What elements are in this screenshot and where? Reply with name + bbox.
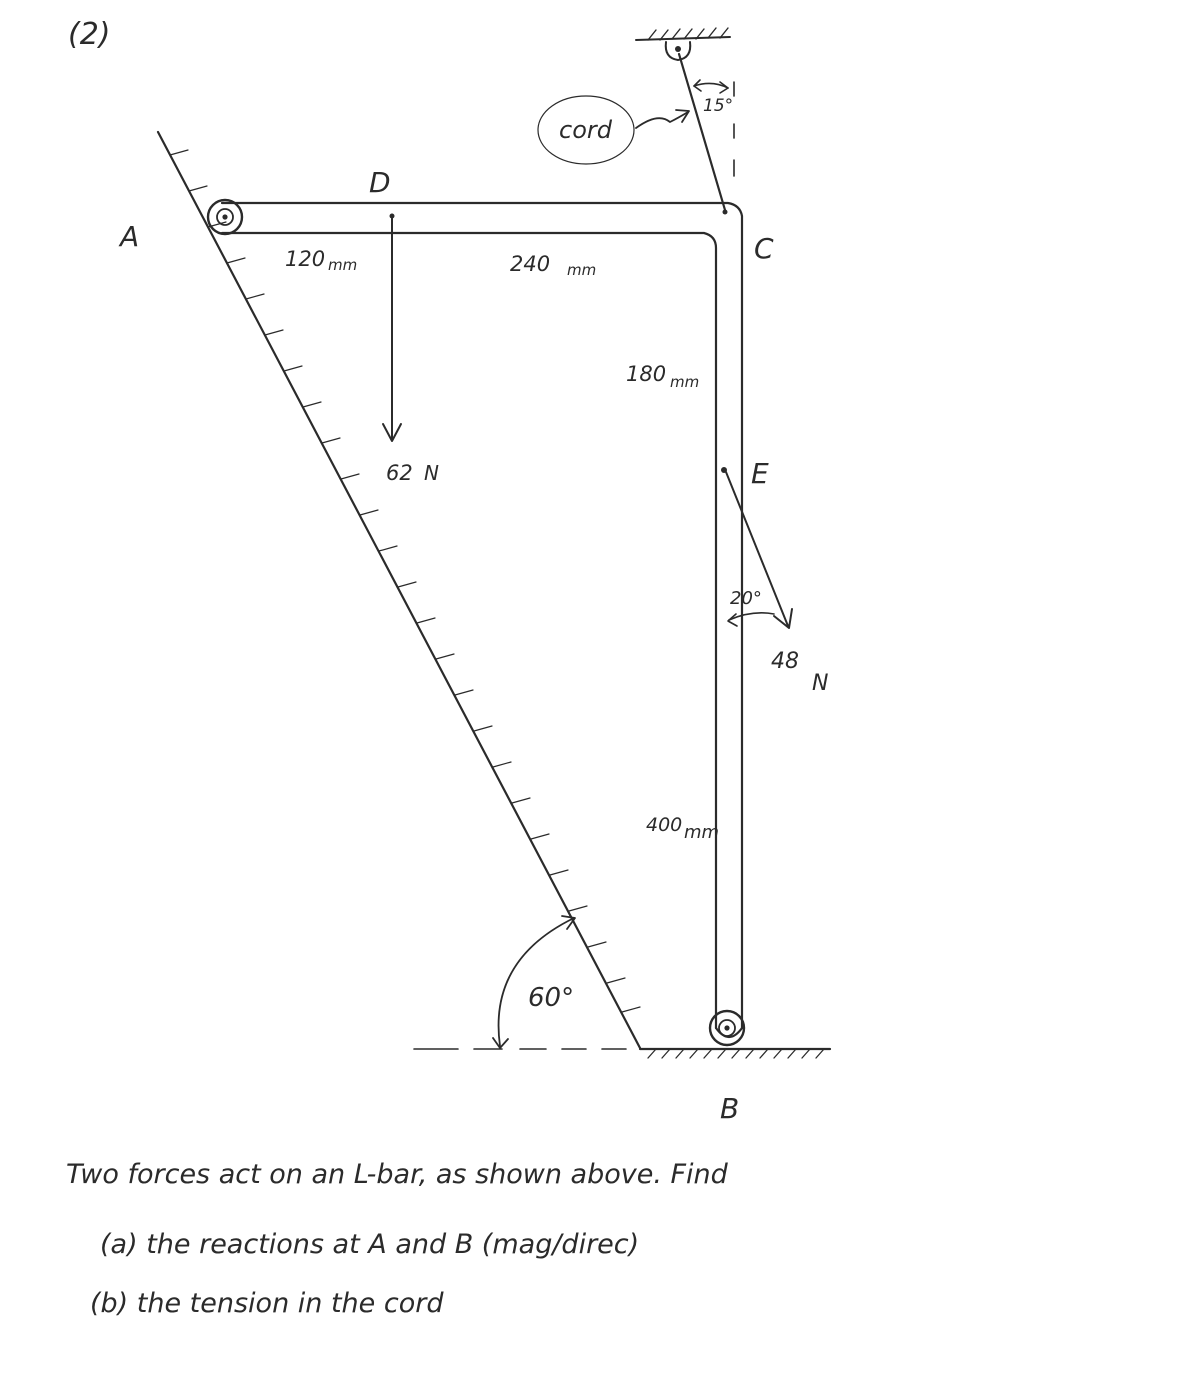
dim-180-value: 180	[626, 362, 667, 386]
force-48n-unit: N	[812, 671, 829, 696]
ceiling-support	[636, 28, 730, 60]
label-c: C	[754, 232, 774, 265]
l-bar	[222, 203, 742, 1037]
cord-angle-label: 15°	[703, 96, 734, 116]
wall-angle-label: 60°	[528, 983, 575, 1013]
problem-line-2: (a) the reactions at A and B (mag/direc)	[100, 1229, 640, 1260]
dim-240-value: 240	[510, 252, 551, 276]
wall-angle-arc	[499, 918, 574, 1046]
problem-number: (2)	[68, 17, 111, 52]
label-a: A	[120, 220, 140, 253]
dim-240-unit: mm	[567, 261, 597, 279]
dim-120-value: 120	[285, 247, 326, 271]
dim-120-unit: mm	[328, 256, 358, 274]
label-e: E	[751, 457, 769, 490]
cord-callout	[538, 96, 689, 164]
cord-line	[679, 54, 725, 210]
label-b: B	[720, 1092, 740, 1125]
dim-180-unit: mm	[670, 373, 700, 391]
point-c-marker	[723, 210, 728, 215]
pin-a	[208, 200, 242, 234]
cord-label: cord	[559, 116, 612, 144]
floor-hatching	[648, 1049, 824, 1058]
force-62n-unit: N	[424, 461, 439, 485]
problem-line-1: Two forces act on an L-bar, as shown above. Find	[66, 1159, 728, 1190]
force-angle-label: 20°	[730, 588, 762, 609]
label-d: D	[369, 166, 391, 199]
dim-400-value: 400	[646, 814, 683, 836]
force-48n-value: 48	[771, 649, 799, 674]
force-62n-value: 62	[386, 461, 413, 485]
dim-400-unit: mm	[684, 822, 720, 843]
problem-line-3: (b) the tension in the cord	[90, 1288, 444, 1319]
inclined-wall-hatching	[170, 150, 640, 1012]
force-62n-arrow	[383, 216, 401, 441]
